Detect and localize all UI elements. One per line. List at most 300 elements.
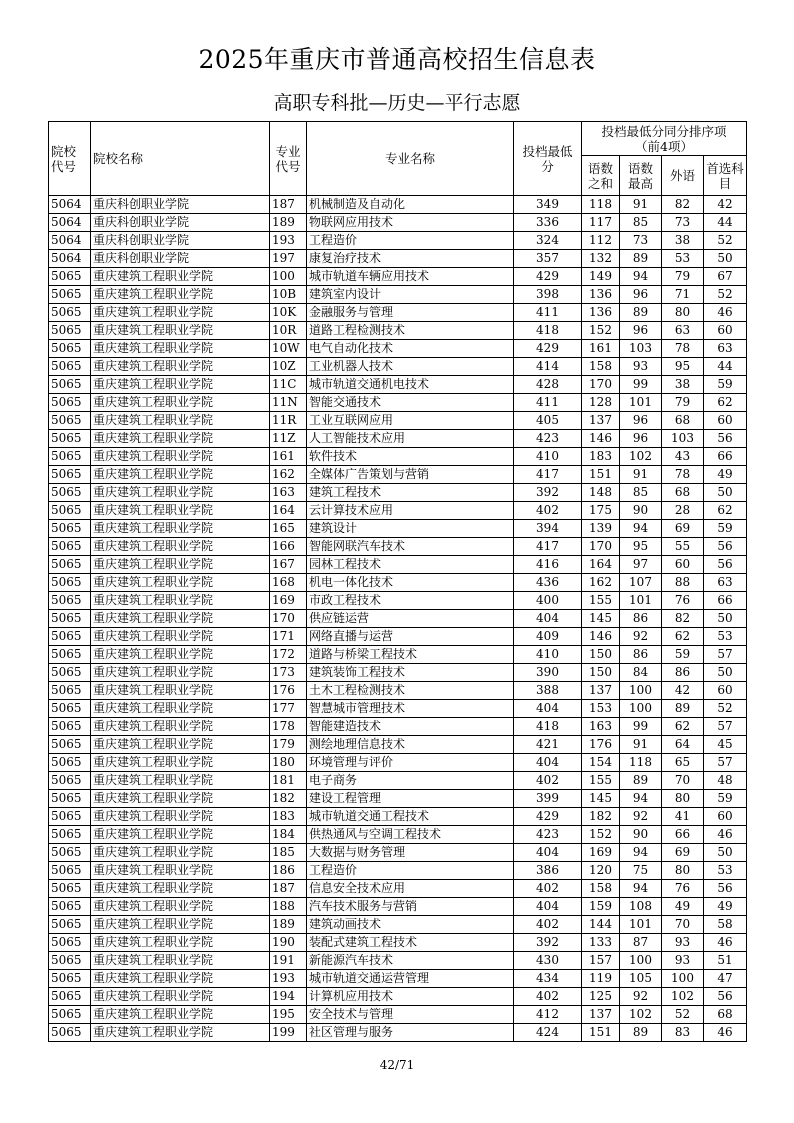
cell-school-code: 5064	[49, 250, 91, 268]
cell-first-subject: 59	[704, 520, 747, 538]
cell-major-name: 建筑工程技术	[307, 484, 514, 502]
cell-school-name: 重庆建筑工程职业学院	[91, 988, 270, 1006]
cell-first-subject: 52	[704, 232, 747, 250]
table-row	[49, 556, 747, 574]
cell-foreign-score: 69	[662, 520, 704, 538]
cell-major-name: 建筑动画技术	[307, 916, 514, 934]
cell-school-code: 5065	[49, 664, 91, 682]
cell-major-code: 172	[270, 646, 307, 664]
table-row	[49, 664, 747, 682]
cell-major-code: 186	[270, 862, 307, 880]
cell-major-name: 工业机器人技术	[307, 358, 514, 376]
cell-school-name: 重庆建筑工程职业学院	[91, 862, 270, 880]
cell-school-name: 重庆建筑工程职业学院	[91, 412, 270, 430]
header-min-score: 投档最低分	[514, 122, 582, 196]
table-row	[49, 736, 747, 754]
cell-first-subject: 59	[704, 376, 747, 394]
cell-foreign-score: 41	[662, 808, 704, 826]
cell-yw-sum: 137	[582, 412, 620, 430]
cell-school-code: 5065	[49, 592, 91, 610]
cell-first-subject: 56	[704, 880, 747, 898]
cell-major-name: 道路与桥梁工程技术	[307, 646, 514, 664]
cell-yw-sum: 150	[582, 664, 620, 682]
cell-first-subject: 53	[704, 628, 747, 646]
cell-min-score: 404	[514, 844, 582, 862]
cell-yw-max: 90	[620, 826, 662, 844]
cell-major-code: 10Z	[270, 358, 307, 376]
cell-yw-sum: 170	[582, 376, 620, 394]
cell-yw-sum: 151	[582, 466, 620, 484]
cell-school-code: 5064	[49, 196, 91, 214]
table-row	[49, 286, 747, 304]
cell-school-name: 重庆建筑工程职业学院	[91, 1024, 270, 1042]
cell-major-name: 测绘地理信息技术	[307, 736, 514, 754]
cell-school-code: 5065	[49, 376, 91, 394]
cell-school-code: 5065	[49, 502, 91, 520]
cell-first-subject: 60	[704, 682, 747, 700]
cell-major-code: 188	[270, 898, 307, 916]
cell-foreign-score: 76	[662, 592, 704, 610]
cell-foreign-score: 102	[662, 988, 704, 1006]
cell-school-code: 5065	[49, 952, 91, 970]
cell-min-score: 416	[514, 556, 582, 574]
cell-min-score: 402	[514, 880, 582, 898]
cell-major-name: 道路工程检测技术	[307, 322, 514, 340]
cell-major-code: 167	[270, 556, 307, 574]
cell-min-score: 410	[514, 448, 582, 466]
cell-school-code: 5065	[49, 790, 91, 808]
cell-first-subject: 48	[704, 772, 747, 790]
cell-major-code: 193	[270, 232, 307, 250]
cell-major-name: 汽车技术服务与营销	[307, 898, 514, 916]
cell-yw-max: 89	[620, 304, 662, 322]
cell-foreign-score: 80	[662, 790, 704, 808]
cell-yw-max: 105	[620, 970, 662, 988]
cell-yw-sum: 155	[582, 592, 620, 610]
cell-foreign-score: 100	[662, 970, 704, 988]
cell-first-subject: 44	[704, 358, 747, 376]
cell-min-score: 423	[514, 826, 582, 844]
cell-min-score: 402	[514, 772, 582, 790]
table-row	[49, 754, 747, 772]
cell-foreign-score: 60	[662, 556, 704, 574]
cell-yw-sum: 161	[582, 340, 620, 358]
cell-school-name: 重庆建筑工程职业学院	[91, 556, 270, 574]
cell-major-name: 建筑设计	[307, 520, 514, 538]
cell-yw-sum: 119	[582, 970, 620, 988]
cell-yw-max: 100	[620, 682, 662, 700]
cell-min-score: 423	[514, 430, 582, 448]
cell-major-name: 工业互联网应用	[307, 412, 514, 430]
cell-min-score: 417	[514, 538, 582, 556]
cell-school-name: 重庆建筑工程职业学院	[91, 934, 270, 952]
cell-min-score: 392	[514, 484, 582, 502]
cell-school-name: 重庆建筑工程职业学院	[91, 538, 270, 556]
cell-major-name: 建筑室内设计	[307, 286, 514, 304]
cell-school-name: 重庆建筑工程职业学院	[91, 790, 270, 808]
cell-first-subject: 57	[704, 646, 747, 664]
cell-major-name: 计算机应用技术	[307, 988, 514, 1006]
cell-min-score: 349	[514, 196, 582, 214]
cell-school-code: 5065	[49, 340, 91, 358]
cell-min-score: 402	[514, 988, 582, 1006]
cell-yw-sum: 182	[582, 808, 620, 826]
cell-major-code: 191	[270, 952, 307, 970]
table-row	[49, 826, 747, 844]
cell-school-name: 重庆建筑工程职业学院	[91, 394, 270, 412]
cell-major-code: 184	[270, 826, 307, 844]
cell-min-score: 428	[514, 376, 582, 394]
cell-yw-sum: 158	[582, 880, 620, 898]
cell-foreign-score: 38	[662, 232, 704, 250]
cell-first-subject: 53	[704, 862, 747, 880]
table-row	[49, 592, 747, 610]
cell-foreign-score: 55	[662, 538, 704, 556]
cell-min-score: 399	[514, 790, 582, 808]
cell-foreign-score: 82	[662, 196, 704, 214]
cell-yw-max: 94	[620, 844, 662, 862]
cell-school-name: 重庆建筑工程职业学院	[91, 358, 270, 376]
cell-yw-max: 89	[620, 772, 662, 790]
cell-major-code: 173	[270, 664, 307, 682]
cell-school-name: 重庆科创职业学院	[91, 232, 270, 250]
cell-yw-sum: 137	[582, 682, 620, 700]
cell-yw-sum: 159	[582, 898, 620, 916]
cell-min-score: 429	[514, 268, 582, 286]
cell-yw-max: 101	[620, 394, 662, 412]
cell-foreign-score: 42	[662, 682, 704, 700]
cell-major-name: 建筑装饰工程技术	[307, 664, 514, 682]
cell-major-code: 187	[270, 880, 307, 898]
cell-yw-max: 75	[620, 862, 662, 880]
cell-major-code: 163	[270, 484, 307, 502]
cell-school-code: 5064	[49, 232, 91, 250]
cell-yw-sum: 145	[582, 790, 620, 808]
cell-foreign-score: 28	[662, 502, 704, 520]
cell-yw-max: 96	[620, 430, 662, 448]
cell-yw-max: 94	[620, 268, 662, 286]
cell-major-name: 安全技术与管理	[307, 1006, 514, 1024]
cell-foreign-score: 70	[662, 772, 704, 790]
admission-table	[48, 121, 747, 1042]
cell-min-score: 404	[514, 610, 582, 628]
page-number: 42/71	[379, 1058, 415, 1072]
cell-school-code: 5065	[49, 700, 91, 718]
table-row	[49, 412, 747, 430]
table-row	[49, 952, 747, 970]
cell-major-code: 183	[270, 808, 307, 826]
cell-school-name: 重庆科创职业学院	[91, 250, 270, 268]
cell-foreign-score: 86	[662, 664, 704, 682]
cell-yw-max: 94	[620, 790, 662, 808]
cell-school-code: 5065	[49, 610, 91, 628]
cell-yw-sum: 146	[582, 430, 620, 448]
cell-school-name: 重庆建筑工程职业学院	[91, 808, 270, 826]
cell-yw-max: 96	[620, 322, 662, 340]
cell-school-name: 重庆建筑工程职业学院	[91, 772, 270, 790]
cell-yw-max: 96	[620, 286, 662, 304]
cell-foreign-score: 80	[662, 304, 704, 322]
cell-yw-max: 96	[620, 412, 662, 430]
cell-school-code: 5065	[49, 394, 91, 412]
cell-school-name: 重庆建筑工程职业学院	[91, 646, 270, 664]
table-row	[49, 502, 747, 520]
cell-school-name: 重庆建筑工程职业学院	[91, 844, 270, 862]
table-row	[49, 646, 747, 664]
cell-school-code: 5065	[49, 304, 91, 322]
cell-yw-sum: 125	[582, 988, 620, 1006]
cell-school-code: 5065	[49, 448, 91, 466]
cell-school-name: 重庆科创职业学院	[91, 196, 270, 214]
cell-school-name: 重庆建筑工程职业学院	[91, 520, 270, 538]
cell-yw-sum: 176	[582, 736, 620, 754]
cell-foreign-score: 52	[662, 1006, 704, 1024]
cell-major-name: 城市轨道交通工程技术	[307, 808, 514, 826]
cell-first-subject: 52	[704, 700, 747, 718]
cell-major-name: 社区管理与服务	[307, 1024, 514, 1042]
cell-school-name: 重庆建筑工程职业学院	[91, 430, 270, 448]
cell-major-code: 177	[270, 700, 307, 718]
table-row	[49, 718, 747, 736]
cell-yw-max: 91	[620, 736, 662, 754]
cell-yw-sum: 153	[582, 700, 620, 718]
cell-yw-sum: 154	[582, 754, 620, 772]
cell-min-score: 392	[514, 934, 582, 952]
header-school-name: 院校名称	[91, 122, 270, 196]
cell-yw-max: 99	[620, 718, 662, 736]
cell-school-name: 重庆建筑工程职业学院	[91, 1006, 270, 1024]
cell-yw-sum: 150	[582, 646, 620, 664]
cell-school-code: 5065	[49, 1006, 91, 1024]
cell-min-score: 402	[514, 502, 582, 520]
cell-major-name: 机械制造及自动化	[307, 196, 514, 214]
cell-min-score: 411	[514, 304, 582, 322]
cell-first-subject: 62	[704, 394, 747, 412]
cell-yw-max: 102	[620, 448, 662, 466]
table-row	[49, 700, 747, 718]
table-row	[49, 322, 747, 340]
cell-major-name: 工程造价	[307, 862, 514, 880]
cell-yw-max: 99	[620, 376, 662, 394]
cell-first-subject: 52	[704, 286, 747, 304]
cell-foreign-score: 63	[662, 322, 704, 340]
table-row	[49, 358, 747, 376]
cell-first-subject: 50	[704, 844, 747, 862]
table-body	[49, 196, 747, 1042]
cell-school-code: 5065	[49, 412, 91, 430]
cell-yw-sum: 162	[582, 574, 620, 592]
cell-major-name: 电子商务	[307, 772, 514, 790]
cell-min-score: 421	[514, 736, 582, 754]
cell-school-name: 重庆建筑工程职业学院	[91, 574, 270, 592]
cell-school-name: 重庆建筑工程职业学院	[91, 754, 270, 772]
cell-major-code: 194	[270, 988, 307, 1006]
cell-school-code: 5065	[49, 916, 91, 934]
cell-first-subject: 62	[704, 502, 747, 520]
cell-major-name: 网络直播与运营	[307, 628, 514, 646]
cell-first-subject: 56	[704, 556, 747, 574]
cell-foreign-score: 76	[662, 880, 704, 898]
cell-yw-sum: 152	[582, 826, 620, 844]
cell-yw-max: 89	[620, 1024, 662, 1042]
cell-min-score: 418	[514, 718, 582, 736]
cell-foreign-score: 64	[662, 736, 704, 754]
cell-min-score: 394	[514, 520, 582, 538]
cell-min-score: 405	[514, 412, 582, 430]
cell-min-score: 324	[514, 232, 582, 250]
cell-min-score: 417	[514, 466, 582, 484]
cell-yw-sum: 146	[582, 628, 620, 646]
cell-major-code: 181	[270, 772, 307, 790]
cell-yw-max: 86	[620, 610, 662, 628]
table-row	[49, 934, 747, 952]
cell-first-subject: 66	[704, 448, 747, 466]
cell-first-subject: 46	[704, 826, 747, 844]
cell-major-code: 10W	[270, 340, 307, 358]
table-header	[49, 122, 747, 196]
cell-foreign-score: 70	[662, 916, 704, 934]
cell-school-code: 5065	[49, 718, 91, 736]
cell-major-code: 190	[270, 934, 307, 952]
header-major-name: 专业名称	[307, 122, 514, 196]
cell-yw-max: 86	[620, 646, 662, 664]
cell-school-name: 重庆建筑工程职业学院	[91, 484, 270, 502]
header-foreign: 外语	[662, 156, 704, 196]
cell-school-name: 重庆建筑工程职业学院	[91, 502, 270, 520]
cell-foreign-score: 69	[662, 844, 704, 862]
cell-first-subject: 46	[704, 1024, 747, 1042]
cell-yw-sum: 170	[582, 538, 620, 556]
cell-first-subject: 50	[704, 250, 747, 268]
cell-yw-sum: 183	[582, 448, 620, 466]
cell-major-code: 100	[270, 268, 307, 286]
cell-min-score: 424	[514, 1024, 582, 1042]
cell-major-name: 物联网应用技术	[307, 214, 514, 232]
cell-yw-sum: 136	[582, 286, 620, 304]
table-row	[49, 250, 747, 268]
cell-yw-sum: 117	[582, 214, 620, 232]
cell-yw-sum: 163	[582, 718, 620, 736]
cell-first-subject: 67	[704, 268, 747, 286]
cell-min-score: 436	[514, 574, 582, 592]
cell-yw-sum: 151	[582, 1024, 620, 1042]
cell-major-code: 164	[270, 502, 307, 520]
cell-yw-sum: 118	[582, 196, 620, 214]
cell-school-name: 重庆建筑工程职业学院	[91, 700, 270, 718]
cell-yw-sum: 120	[582, 862, 620, 880]
cell-yw-sum: 139	[582, 520, 620, 538]
cell-min-score: 404	[514, 754, 582, 772]
cell-major-name: 新能源汽车技术	[307, 952, 514, 970]
cell-major-code: 10R	[270, 322, 307, 340]
cell-school-name: 重庆建筑工程职业学院	[91, 592, 270, 610]
cell-school-code: 5065	[49, 556, 91, 574]
cell-yw-max: 101	[620, 592, 662, 610]
cell-major-code: 178	[270, 718, 307, 736]
table-row	[49, 682, 747, 700]
table-row	[49, 466, 747, 484]
cell-first-subject: 59	[704, 790, 747, 808]
cell-first-subject: 56	[704, 988, 747, 1006]
cell-major-name: 机电一体化技术	[307, 574, 514, 592]
cell-first-subject: 56	[704, 538, 747, 556]
cell-yw-sum: 112	[582, 232, 620, 250]
cell-school-name: 重庆建筑工程职业学院	[91, 682, 270, 700]
cell-min-score: 418	[514, 322, 582, 340]
cell-major-code: 189	[270, 916, 307, 934]
cell-first-subject: 57	[704, 718, 747, 736]
cell-first-subject: 42	[704, 196, 747, 214]
cell-school-code: 5065	[49, 898, 91, 916]
table-row	[49, 628, 747, 646]
cell-major-code: 176	[270, 682, 307, 700]
table-row	[49, 1006, 747, 1024]
cell-min-score: 410	[514, 646, 582, 664]
cell-major-name: 土木工程检测技术	[307, 682, 514, 700]
cell-min-score: 386	[514, 862, 582, 880]
cell-major-code: 10K	[270, 304, 307, 322]
cell-first-subject: 50	[704, 664, 747, 682]
header-tie-group: 投档最低分同分排序项（前4项）	[582, 122, 747, 156]
cell-first-subject: 60	[704, 808, 747, 826]
cell-major-name: 软件技术	[307, 448, 514, 466]
cell-school-code: 5065	[49, 826, 91, 844]
cell-foreign-score: 53	[662, 250, 704, 268]
cell-min-score: 434	[514, 970, 582, 988]
cell-major-code: 168	[270, 574, 307, 592]
cell-school-name: 重庆建筑工程职业学院	[91, 880, 270, 898]
cell-major-code: 161	[270, 448, 307, 466]
cell-school-code: 5065	[49, 574, 91, 592]
cell-yw-sum: 157	[582, 952, 620, 970]
cell-yw-sum: 149	[582, 268, 620, 286]
cell-school-name: 重庆建筑工程职业学院	[91, 916, 270, 934]
cell-major-name: 供应链运营	[307, 610, 514, 628]
cell-yw-sum: 132	[582, 250, 620, 268]
cell-school-name: 重庆建筑工程职业学院	[91, 736, 270, 754]
cell-school-code: 5065	[49, 772, 91, 790]
cell-foreign-score: 88	[662, 574, 704, 592]
cell-yw-sum: 158	[582, 358, 620, 376]
cell-school-name: 重庆建筑工程职业学院	[91, 322, 270, 340]
table-row	[49, 394, 747, 412]
cell-foreign-score: 89	[662, 700, 704, 718]
cell-min-score: 409	[514, 628, 582, 646]
cell-yw-max: 118	[620, 754, 662, 772]
cell-major-code: 162	[270, 466, 307, 484]
cell-major-code: 10B	[270, 286, 307, 304]
cell-major-code: 197	[270, 250, 307, 268]
cell-school-name: 重庆建筑工程职业学院	[91, 376, 270, 394]
cell-school-name: 重庆建筑工程职业学院	[91, 340, 270, 358]
cell-major-name: 全媒体广告策划与营销	[307, 466, 514, 484]
table-row	[49, 790, 747, 808]
cell-foreign-score: 80	[662, 862, 704, 880]
table-row	[49, 988, 747, 1006]
cell-yw-sum: 133	[582, 934, 620, 952]
cell-yw-sum: 148	[582, 484, 620, 502]
cell-foreign-score: 79	[662, 268, 704, 286]
cell-foreign-score: 73	[662, 214, 704, 232]
cell-school-code: 5064	[49, 214, 91, 232]
cell-yw-max: 91	[620, 196, 662, 214]
table-row	[49, 574, 747, 592]
cell-yw-sum: 144	[582, 916, 620, 934]
cell-major-name: 智能网联汽车技术	[307, 538, 514, 556]
cell-foreign-score: 71	[662, 286, 704, 304]
table-row	[49, 862, 747, 880]
cell-school-name: 重庆建筑工程职业学院	[91, 304, 270, 322]
